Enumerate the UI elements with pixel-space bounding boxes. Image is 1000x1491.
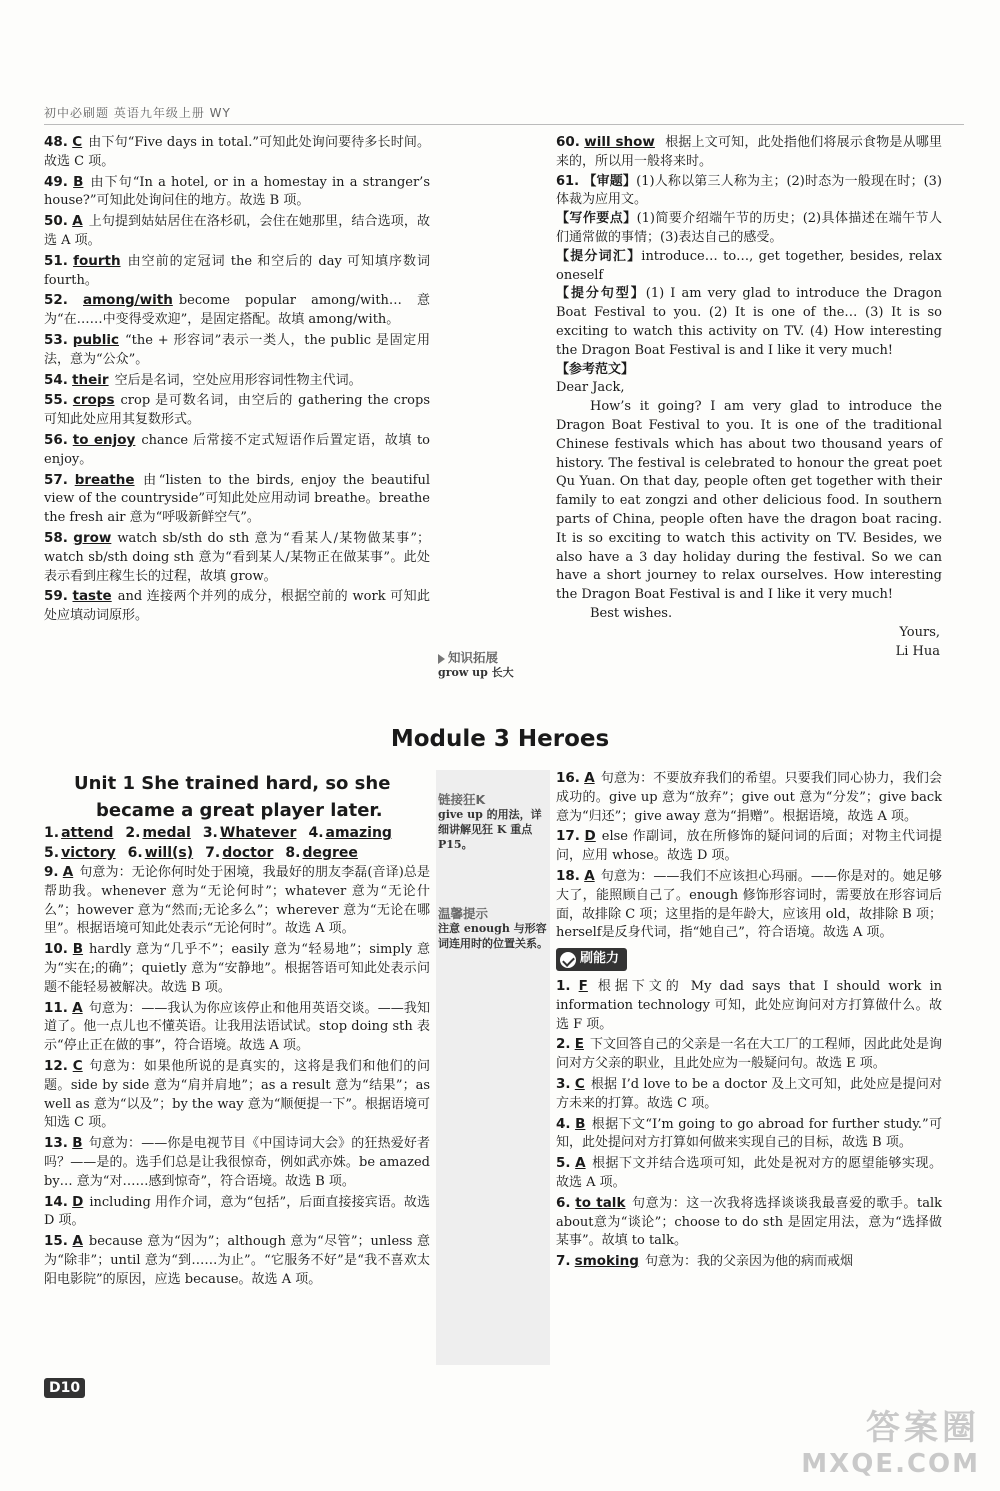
essay-body: How’s it going? I am very glad to introduce the Dragon Boat Festival to you. It is one of the traditional Chinese festivals which has about two thousand years of history. The festival is celebrated to honour the great poet Qu Yuan. On that day, people often get together with their family to eat zongzi and other delicious food. In southern parts of China, people often have the dragon boat racing. It is so exciting to watch this activity on TV. Besides, we also have a 3 day holiday during the festival. So we can have a short journey to relax ourselves. How interesting the Dragon Boat Festival is and I like it very much! (556, 399, 942, 603)
item-explanation: 句意为：如果他所说的是真实的，这将是我们和他们的问题。side by side 意为“肩并肩地”；as a result 意为“结果”；as well as 意为“以及”；by the way 意为“顺便提一下”。根据语境可知选 C 项。 (44, 1058, 430, 1131)
item-answer: to enjoy (72, 431, 136, 448)
left-bottom-items (44, 863, 430, 1290)
item-number: 48. (44, 134, 68, 150)
short-answer (285, 845, 358, 861)
answer-item (44, 133, 430, 172)
item-answer: B (72, 1135, 83, 1152)
left-bottom-column (44, 823, 430, 1291)
short-answer (203, 825, 297, 841)
answer-item (44, 1057, 430, 1133)
running-header: 初中必刷题 英语九年级上册 WY (44, 104, 964, 125)
item-number: 5. (556, 1155, 571, 1172)
item-explanation: and 连接两个并列的成分，根据空前的 work 可知此处应填动词原形。 (44, 589, 430, 624)
item-number: 12. (44, 1057, 68, 1074)
item-explanation: 句意为：——我认为你应该停止和他用英语交谈。——我知道了。他一点儿也不懂英语。让我用法语试试。stop doing sth 表示“停止正在做的事”，符合语境。故选 A 项。 (44, 1000, 430, 1054)
short-answer-value: victory (61, 845, 116, 861)
unit-title (74, 770, 390, 824)
side-note-title: 链接狂K (438, 792, 486, 807)
item-number: 58. (44, 529, 68, 546)
item-explanation: 上句提到姑姑居住在洛杉矶，会住在她那里，结合选项，故选 A 项。 (44, 214, 430, 248)
item-number: 51. (44, 252, 68, 269)
item-answer: taste (72, 588, 112, 605)
section-text: introduce… to…, get together, besides, relax oneself (556, 248, 942, 283)
item-number: 56. (44, 431, 68, 448)
item-answer: F (578, 977, 588, 994)
watermark-line-1: 答案圈 (866, 1408, 980, 1448)
answer-row-2 (44, 843, 430, 863)
item-number: 17. (556, 828, 580, 845)
module-title: Module 3 Heroes (390, 726, 610, 752)
item-explanation: 句意为：不要放弃我们的希望。只要我们同心协力，我们会成功的。give up 意为“放弃”；give out 意为“分发”；give back 意为“归还”；give away 意为“捐赠”。根据语境，故选 A 项。 (556, 771, 942, 824)
short-answer-value: medal (142, 825, 191, 841)
answer-item (556, 769, 942, 826)
side-note-knowledge (438, 650, 548, 680)
item-61-juxing (556, 285, 942, 360)
item-number: 54. (44, 371, 68, 388)
answer-item (556, 1115, 942, 1154)
short-answer (44, 825, 113, 841)
answer-item (556, 977, 942, 1034)
item-explanation: hardly 意为“几乎不”；easily 意为“轻易地”；simply 意为“实在;的确”；quietly 意为“安静地”。根据答语可知此处表示问题不能轻易被解决。故选 B 项。 (44, 942, 430, 995)
item-answer: B (72, 941, 84, 958)
short-answer-value: doctor (222, 845, 274, 861)
item-number: 18. (556, 867, 580, 884)
item-answer: breathe (74, 471, 135, 488)
item-explanation: 根据上文可知，此处指他们将展示食物是从哪里来的，所以用一般将来时。 (556, 135, 942, 169)
section-label: 【审题】 (583, 173, 637, 189)
short-answer-number: 4. (308, 825, 324, 841)
answer-item (44, 999, 430, 1056)
short-answer-number: 2. (125, 825, 141, 841)
answer-item (556, 1035, 942, 1074)
item-explanation: else 作副词，放在所修饰的疑问词的后面；对物主代词提问，应用 whose。故选 D 项。 (556, 829, 942, 864)
answer-item (44, 371, 430, 391)
answer-row-1 (44, 823, 430, 843)
item-explanation: because 意为“因为”；although 意为“尽管”；unless 意为“除非”；until 意为“到……为止”。“它服务不好”是“我不喜欢太阳电影院”的原因，应选 because。故选 A 项。 (44, 1234, 430, 1287)
arrow-icon (438, 654, 445, 664)
right-bottom-items-2 (556, 977, 942, 1272)
item-number: 53. (44, 331, 68, 348)
item-answer: public (72, 331, 119, 348)
item-number: 7. (556, 1253, 571, 1270)
item-answer: A (575, 1155, 586, 1172)
item-explanation: chance 后常接不定式短语作后置定语，故填 to enjoy。 (44, 432, 430, 467)
answer-item (44, 1193, 430, 1232)
side-note-title (438, 650, 548, 665)
section-badge (556, 948, 627, 971)
answer-item (44, 1134, 430, 1191)
side-note-tip (438, 906, 548, 951)
item-number: 60. (556, 134, 580, 150)
right-top-column (556, 133, 942, 661)
item-answer: grow (73, 529, 112, 546)
side-note-title: 温馨提示 (438, 906, 489, 921)
answer-item (556, 1075, 942, 1114)
item-number: 15. (44, 1233, 68, 1250)
item-number: 49. (44, 173, 68, 190)
item-explanation: 句意为：这一次我将选择谈谈我最喜爱的歌手。talk about意为“谈论”；choose to do sth 是固定用法，意为“选择做某事”。故填 to talk。 (556, 1195, 942, 1249)
item-number: 14. (44, 1193, 68, 1210)
item-explanation: 由“listen to the birds, enjoy the beautiful view of the countryside”可知此处应用动词 breathe。breathe the fresh air 意为“呼吸新鲜空气”。 (44, 472, 430, 526)
short-answer-number: 8. (285, 845, 301, 861)
item-answer: D (72, 1193, 84, 1210)
item-explanation: 由下句“In a hotel, or in a homestay in a stranger’s house?”可知此处询问住的地方。故选 B 项。 (44, 174, 430, 209)
item-explanation: watch sb/sth do sth 意为“看某人/某物做某事”；watch sb/sth doing sth 意为“看到某人/某物正在做某事”。此处表示看到庄稼生长的过程，故填 grow。 (44, 530, 430, 584)
short-answer (44, 845, 116, 861)
item-61-cihui (556, 248, 942, 286)
right-bottom-column (556, 769, 942, 1273)
item-number: 16. (556, 770, 580, 786)
item-answer: B (73, 173, 84, 190)
section-label: 【参考范文】 (556, 361, 635, 377)
short-answer-number: 5. (44, 845, 60, 861)
item-answer: smoking (574, 1253, 639, 1270)
side-note-title-text: 知识拓展 (448, 650, 499, 665)
short-answer (128, 845, 194, 861)
item-number: 1. (556, 977, 571, 994)
item-explanation: 句意为：我的父亲因为他的病而戒烟 (644, 1254, 853, 1270)
item-answer: C (72, 1057, 83, 1074)
watermark-line-2: MXQE.COM (801, 1449, 980, 1479)
item-explanation: “the + 形容词”表示一类人，the public 是固定用法，意为“公众”。 (44, 332, 430, 367)
item-answer: A (584, 867, 595, 884)
item-explanation: 根据 I’d love to be a doctor 及上文可知，此处应是提问对方未来的打算。故选 C 项。 (556, 1076, 942, 1111)
item-answer: C (574, 1075, 585, 1092)
short-answer-number: 3. (202, 825, 218, 841)
item-answer: C (72, 134, 83, 150)
answer-item (44, 940, 430, 997)
short-answer (308, 825, 391, 841)
item-explanation: 由空前的定冠词 the 和空后的 day 可知填序数词 fourth。 (44, 253, 430, 288)
item-explanation: 根据下文的 My dad says that I should work in information technology 可知，此处应询问对方打算做什么。故选 F 项。 (556, 978, 942, 1032)
answer-item (44, 471, 430, 528)
left-top-items (44, 133, 430, 626)
short-answer-value: attend (61, 825, 114, 841)
short-answer (205, 845, 273, 861)
short-answer-value: degree (302, 845, 358, 861)
item-explanation: 句意为：——我们不应该担心玛丽。——你是对的。她足够大了，能照顾自己了。enough 修饰形容词时，需要放在形容词后面，故排除 C 项；这里指的是年龄大，应该用 old，故排除 B 项；herself是反身代词，指“她自己”，符合语境。故选 A 项。 (556, 868, 942, 941)
essay-name: Li Hua (895, 643, 940, 659)
right-bottom-items (556, 769, 942, 943)
item-answer: A (584, 770, 595, 786)
short-answer-value: will(s) (144, 845, 194, 861)
section-label: 【提分句型】 (556, 286, 646, 302)
item-number: 13. (44, 1135, 68, 1152)
answer-item (556, 867, 942, 943)
item-number: 61. (556, 173, 580, 189)
short-answer (125, 825, 190, 841)
answer-item (44, 587, 430, 626)
essay-closing: Best wishes. (590, 605, 673, 621)
answer-item (44, 331, 430, 370)
item-61-yaodian (556, 210, 942, 248)
short-answer-number: 7. (205, 845, 221, 861)
badge-label: 刷能力 (580, 951, 620, 967)
answer-item (44, 252, 430, 291)
item-explanation: become popular among/with… 意为“在……中变得受欢迎”，是固定搭配。故填 among/with。 (44, 293, 430, 328)
item-number: 2. (556, 1036, 571, 1053)
answer-item (556, 1252, 942, 1272)
answer-item (44, 863, 430, 939)
item-number: 4. (556, 1115, 571, 1132)
item-answer: crops (72, 392, 115, 409)
item-answer: A (72, 1233, 83, 1250)
item-number: 6. (556, 1194, 571, 1211)
item-number: 10. (44, 941, 68, 958)
item-answer: A (62, 864, 74, 880)
section-text: (1) I am very glad to introduce the Dragon Boat Festival to you. (2) It is one of the… (3) It is so exciting to watch this activity on TV. (4) How interesting the Dragon Boat Festival is and I like it very much! (556, 286, 942, 358)
item-explanation: 句意为：无论你何时处于困境，我最好的朋友李磊(音译)总是帮助我。whenever 意为“无论何时”；whatever 意为“无论什么”；however 意为“然而;无论多么”；wherever 意为“无论在哪里”。根据语境可知此处表示“无论何时”。故选 A 项。 (44, 865, 430, 937)
item-61-shenti (556, 173, 942, 211)
item-answer: will show (584, 134, 655, 150)
section-text: (1)简要介绍端午节的历史；(2)具体描述在端午节人们通常做的事情；(3)表达自己的感受。 (556, 211, 942, 245)
answer-item (44, 1232, 430, 1289)
answer-item (44, 173, 430, 212)
short-answer-number: 1. (44, 825, 60, 841)
answer-item (44, 391, 430, 430)
answer-item (556, 1154, 942, 1193)
side-note-link (438, 792, 548, 852)
item-number: 3. (556, 1075, 571, 1092)
item-answer: their (72, 371, 109, 388)
page-number: D10 (44, 1378, 85, 1398)
item-explanation: 空后是名词，空处应用形容词性物主代词。 (114, 372, 362, 388)
answer-item (44, 529, 430, 586)
item-answer: A (72, 213, 83, 230)
item-explanation: 根据下文“I’m going to go abroad for further study.”可知，此处提问对方打算如何做来实现自己的目标，故选 B 项。 (556, 1116, 942, 1151)
item-explanation: 根据下文并结合选项可知，此处是祝对方的愿望能够实现。故选 A 项。 (556, 1156, 942, 1190)
item-61-fanwen-label (556, 361, 942, 380)
essay-greeting: Dear Jack, (556, 380, 625, 396)
item-answer: among/with (83, 292, 173, 309)
answer-item (44, 291, 430, 330)
section-label: 【提分词汇】 (556, 248, 642, 264)
item-answer: E (574, 1036, 584, 1053)
item-answer: D (584, 828, 596, 845)
answer-item (556, 827, 942, 866)
answer-item (44, 431, 430, 470)
check-icon (560, 952, 576, 968)
item-explanation: crop 是可数名词，由空后的 gathering the crops 可知此处应用其复数形式。 (44, 393, 430, 428)
side-note-body: give up 的用法，详细讲解见狂 K 重点 P15。 (438, 808, 542, 851)
item-number: 11. (44, 999, 68, 1016)
item-explanation: 由下句“Five days in total.”可知此处询问要待多长时间。故选 C 项。 (44, 135, 430, 169)
item-explanation: 下文回答自己的父亲是一名在大工厂的工程师，因此此处是询问对方父亲的职业，且此处应为一般疑问句。故选 E 项。 (556, 1037, 942, 1072)
item-number: 50. (44, 213, 68, 230)
item-answer: to talk (575, 1194, 626, 1211)
answer-item (44, 212, 430, 251)
unit-title-line-1: Unit 1 She trained hard, so she (74, 773, 391, 794)
answer-item-60 (556, 133, 942, 172)
unit-title-line-2: became a great player later. (96, 800, 383, 821)
item-number: 55. (44, 392, 68, 409)
item-number: 59. (44, 588, 68, 605)
section-label: 【写作要点】 (556, 211, 637, 227)
item-explanation: including 用作介词，意为“包括”，后面直接接宾语。故选 D 项。 (44, 1194, 430, 1229)
item-answer: fourth (73, 252, 121, 269)
side-note-body: grow up 长大 (438, 666, 514, 679)
watermark (801, 1400, 980, 1479)
item-explanation: 句意为：——你是电视节目《中国诗词大会》的狂热爱好者吗？——是的。选手们总是让我很惊奇，例如武亦姝。be amazed by… 意为“对……感到惊奇”，符合语境。故选 B 项。 (44, 1136, 430, 1189)
item-number: 57. (44, 471, 68, 488)
side-panel (436, 770, 550, 1365)
short-answer-number: 6. (127, 845, 143, 861)
item-answer: B (575, 1115, 586, 1132)
item-number: 52. (44, 292, 68, 309)
item-answer: A (72, 999, 83, 1016)
short-answer-value: Whatever (219, 825, 297, 841)
answer-item (556, 1194, 942, 1251)
short-answer-value: amazing (325, 825, 392, 841)
section-text: (1)人称以第三人称为主；(2)时态为一般现在时；(3)体裁为应用文。 (556, 173, 942, 208)
essay-yours: Yours, (899, 624, 940, 640)
left-top-column (44, 133, 430, 627)
side-note-body: 注意 enough 与形容词连用时的位置关系。 (438, 922, 548, 950)
item-number: 9. (44, 864, 59, 880)
